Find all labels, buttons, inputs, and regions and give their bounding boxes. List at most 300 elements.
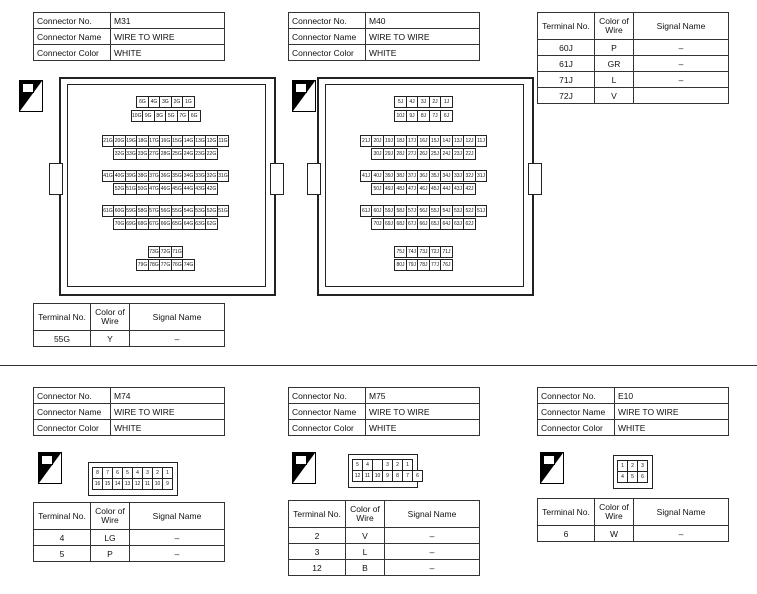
m31-terminal-cell: 55G [171, 205, 184, 217]
label-connector-name: Connector Name [34, 404, 111, 420]
terminal-no: 2 [289, 528, 346, 544]
m31-terminal-cell: 74G [182, 259, 195, 271]
m40-terminal-cell: 66J [417, 218, 430, 230]
connector-icon [543, 455, 555, 465]
terminal-no-header: Terminal No. [538, 499, 595, 526]
m74-name: WIRE TO WIRE [111, 404, 225, 420]
wire-color: GR [595, 56, 634, 72]
signal-name: – [130, 530, 225, 546]
m31-terminal-cell: 53G [194, 205, 207, 217]
signal-name: – [634, 56, 729, 72]
section-divider [0, 365, 757, 366]
m31-terminal-cell: 51G [125, 183, 138, 195]
m31-terminal-cell: 40G [113, 170, 126, 182]
m40-terminal-cell: 75J [394, 246, 407, 258]
signal-name-header: Signal Name [130, 304, 225, 331]
table-row [538, 40, 729, 56]
m40-terminal-cell: 40J [371, 170, 384, 182]
m40-terminal-cell: 71J [440, 246, 453, 258]
wire-color: Y [91, 331, 130, 347]
m31-terminal-cell: 23G [194, 148, 207, 160]
e10-terminal-cell: 4 [617, 471, 628, 483]
m31-terminal-cell: 12G [205, 135, 218, 147]
terminal-no: 60J [538, 40, 595, 56]
m40-terminal-cell: 67J [406, 218, 419, 230]
hs-label: H.S. [27, 103, 41, 110]
m40-terminal-cell: 31J [475, 170, 488, 182]
m40-color: WHITE [366, 45, 480, 61]
wire-color: P [91, 546, 130, 562]
terminal-no-header: Terminal No. [538, 13, 595, 40]
m74-terminal-cell: 4 [132, 467, 143, 479]
m40-terminal-cell: 58J [394, 205, 407, 217]
table-row [34, 331, 225, 347]
m40-terminal-cell: 65J [429, 218, 442, 230]
m40-terminal-cell: 59J [383, 205, 396, 217]
m75-terminal-cell: 4 [362, 459, 373, 471]
m75-terminal-table [288, 500, 480, 576]
m31-terminal-cell: 52G [205, 205, 218, 217]
m31-terminal-cell: 8G [154, 110, 167, 122]
signal-name-header: Signal Name [634, 13, 729, 40]
m31-terminal-cell: 33G [194, 170, 207, 182]
m40-terminal-cell: 5J [394, 96, 407, 108]
signal-name: – [385, 560, 480, 576]
m31-name: WIRE TO WIRE [111, 29, 225, 45]
m31-terminal-cell: 25G [171, 148, 184, 160]
m75-connector-info [288, 387, 480, 436]
m40-terminal-cell: 43J [452, 183, 465, 195]
m31-terminal-cell: 44G [182, 183, 195, 195]
m40-terminal-cell: 7J [429, 110, 442, 122]
m40-terminal-cell: 78J [417, 259, 430, 271]
m40-terminal-cell: 30J [371, 148, 384, 160]
m40-terminal-cell: 48J [394, 183, 407, 195]
m75-terminal-cell: 6 [412, 470, 423, 482]
m31-terminal-cell: 68G [136, 218, 149, 230]
m75-terminal-cell: 11 [362, 470, 373, 482]
m40-left-tab [307, 163, 321, 195]
m75-terminal-cell: 2 [392, 459, 403, 471]
m40-terminal-cell: 55J [429, 205, 442, 217]
m74-terminal-cell: 10 [152, 478, 163, 490]
m31-terminal-cell: 38G [136, 170, 149, 182]
m31-terminal-cell: 1G [182, 96, 195, 108]
label-connector-name: Connector Name [34, 29, 111, 45]
m31-left-tab [49, 163, 63, 195]
e10-name: WIRE TO WIRE [615, 404, 729, 420]
signal-name-header: Signal Name [130, 503, 225, 530]
m31-terminal-cell: 10G [131, 110, 144, 122]
m40-terminal-cell: 27J [406, 148, 419, 160]
m40-terminal-cell: 42J [463, 183, 476, 195]
m31-no: M31 [111, 13, 225, 29]
signal-name: – [385, 544, 480, 560]
table-row [538, 72, 729, 88]
m31-terminal-cell: 63G [194, 218, 207, 230]
signal-name: – [634, 40, 729, 56]
m31-terminal-cell: 36G [159, 170, 172, 182]
m40-terminal-cell: 54J [440, 205, 453, 217]
m40-terminal-cell: 26J [417, 148, 430, 160]
m31-terminal-cell: 51G [217, 205, 230, 217]
m74-terminal-table [33, 502, 225, 562]
m31-terminal-cell: 46G [159, 183, 172, 195]
color-of-wire-header: Color of Wire [595, 499, 634, 526]
e10-terminal-cell: 2 [627, 460, 638, 472]
harness-side-icon [38, 452, 62, 484]
m40-terminal-cell: 29J [383, 148, 396, 160]
m40-terminal-cell: 77J [429, 259, 442, 271]
m40-terminal-cell: 51J [475, 205, 488, 217]
m31-terminal-cell: 71G [171, 246, 184, 258]
terminal-no: 71J [538, 72, 595, 88]
m40-terminal-cell: 22J [463, 148, 476, 160]
table-row [34, 546, 225, 562]
m74-terminal-cell: 3 [142, 467, 153, 479]
table-row [289, 560, 480, 576]
signal-name: – [130, 546, 225, 562]
m40-right-tab [528, 163, 542, 195]
m40-terminal-cell: 62J [463, 218, 476, 230]
m31-terminal-cell: 18G [136, 135, 149, 147]
wire-color: L [595, 72, 634, 88]
m31-terminal-cell: 6G [136, 96, 149, 108]
terminal-no-header: Terminal No. [289, 501, 346, 528]
m40-terminal-cell: 8J [417, 110, 430, 122]
m75-color: WHITE [366, 420, 480, 436]
m31-terminal-cell: 32G [113, 148, 126, 160]
color-of-wire-header: Color of Wire [346, 501, 385, 528]
m31-terminal-cell: 17G [148, 135, 161, 147]
m40-terminal-cell: 33J [452, 170, 465, 182]
e10-terminal-cell: 6 [637, 471, 648, 483]
m40-terminal-cell: 47J [406, 183, 419, 195]
m31-terminal-cell: 59G [125, 205, 138, 217]
color-of-wire-header: Color of Wire [595, 13, 634, 40]
m40-terminal-cell: 21J [360, 135, 373, 147]
m31-terminal-cell: 69G [125, 218, 138, 230]
m31-terminal-cell: 7G [177, 110, 190, 122]
m75-name: WIRE TO WIRE [366, 404, 480, 420]
m40-terminal-cell: 63J [452, 218, 465, 230]
m40-terminal-cell: 69J [383, 218, 396, 230]
m31-terminal-cell: 21G [102, 135, 115, 147]
m31-terminal-cell: 73G [148, 246, 161, 258]
m40-terminal-cell: 52J [463, 205, 476, 217]
m40-no: M40 [366, 13, 480, 29]
label-connector-name: Connector Name [538, 404, 615, 420]
wire-color: V [346, 528, 385, 544]
color-of-wire-header: Color of Wire [91, 304, 130, 331]
m40-terminal-cell: 2J [429, 96, 442, 108]
m40-terminal-cell: 19J [383, 135, 396, 147]
m40-terminal-cell: 17J [406, 135, 419, 147]
m31-terminal-cell: 27G [148, 148, 161, 160]
label-connector-color: Connector Color [538, 420, 615, 436]
m31-terminal-cell: 66G [159, 218, 172, 230]
connector-icon [22, 83, 34, 93]
m74-color: WHITE [111, 420, 225, 436]
m40-terminal-cell: 49J [383, 183, 396, 195]
signal-name: – [130, 331, 225, 347]
m31-terminal-cell: 28G [159, 148, 172, 160]
m74-no: M74 [111, 388, 225, 404]
label-connector-color: Connector Color [34, 45, 111, 61]
harness-side-icon [292, 80, 316, 112]
m31-terminal-cell: 9G [142, 110, 155, 122]
m74-terminal-cell: 2 [152, 467, 163, 479]
harness-side-icon [19, 80, 43, 112]
m31-terminal-cell: 64G [182, 218, 195, 230]
m40-terminal-cell: 4J [406, 96, 419, 108]
m75-no: M75 [366, 388, 480, 404]
m74-terminal-cell: 14 [112, 478, 123, 490]
m40-terminal-cell: 70J [371, 218, 384, 230]
terminal-no: 3 [289, 544, 346, 560]
m74-terminal-cell: 6 [112, 467, 123, 479]
signal-name [634, 88, 729, 104]
harness-side-icon [540, 452, 564, 484]
m31-terminal-cell: 24G [182, 148, 195, 160]
m31-terminal-cell: 43G [194, 183, 207, 195]
m40-terminal-cell: 76J [440, 259, 453, 271]
color-of-wire-header: Color of Wire [91, 503, 130, 530]
m31-terminal-table [33, 303, 225, 347]
m40-terminal-cell: 9J [406, 110, 419, 122]
m31-terminal-cell: 60G [113, 205, 126, 217]
m31-terminal-cell: 54G [182, 205, 195, 217]
e10-color: WHITE [615, 420, 729, 436]
m74-terminal-cell: 8 [92, 467, 103, 479]
m75-terminal-cell: 9 [382, 470, 393, 482]
m31-terminal-cell: 6G [188, 110, 201, 122]
e10-terminal-table [537, 498, 729, 542]
m31-terminal-cell: 11G [217, 135, 230, 147]
m74-terminal-cell: 13 [122, 478, 133, 490]
m31-terminal-cell: 32G [205, 170, 218, 182]
m40-terminal-cell: 68J [394, 218, 407, 230]
m40-terminal-cell: 36J [417, 170, 430, 182]
m40-terminal-cell: 20J [371, 135, 384, 147]
terminal-no: 72J [538, 88, 595, 104]
m31-terminal-cell: 67G [148, 218, 161, 230]
signal-name: – [634, 72, 729, 88]
m31-terminal-cell: 19G [125, 135, 138, 147]
m31-color: WHITE [111, 45, 225, 61]
m40-name: WIRE TO WIRE [366, 29, 480, 45]
m31-terminal-cell: 22G [205, 148, 218, 160]
m31-terminal-cell: 3G [159, 96, 172, 108]
m31-terminal-cell: 65G [171, 218, 184, 230]
label-connector-no: Connector No. [538, 388, 615, 404]
m40-terminal-cell: 25J [429, 148, 442, 160]
wire-color: V [595, 88, 634, 104]
wire-color: B [346, 560, 385, 576]
label-connector-name: Connector Name [289, 404, 366, 420]
terminal-no: 6 [538, 526, 595, 542]
m40-terminal-cell: 46J [417, 183, 430, 195]
m31-connector-info [33, 12, 225, 61]
m40-terminal-cell: 16J [417, 135, 430, 147]
m40-terminal-cell: 14J [440, 135, 453, 147]
m75-terminal-cell: 12 [352, 470, 363, 482]
m74-terminal-cell: 12 [132, 478, 143, 490]
m31-right-tab [270, 163, 284, 195]
hs-label: H.S. [300, 475, 314, 482]
m40-terminal-cell: 1J [440, 96, 453, 108]
wire-color: W [595, 526, 634, 542]
m40-terminal-cell: 74J [406, 246, 419, 258]
m31-terminal-cell: 78G [148, 259, 161, 271]
hs-label: H.S. [46, 475, 60, 482]
m31-terminal-cell: 70G [113, 218, 126, 230]
m31-terminal-cell: 33G [136, 148, 149, 160]
hs-label: H.S. [548, 475, 562, 482]
terminal-no: 4 [34, 530, 91, 546]
m40-connector-info [288, 12, 480, 61]
terminal-no-header: Terminal No. [34, 304, 91, 331]
e10-terminal-cell: 3 [637, 460, 648, 472]
m31-terminal-cell: 72G [159, 246, 172, 258]
m40-terminal-cell: 50J [371, 183, 384, 195]
m40-terminal-cell: 60J [371, 205, 384, 217]
m74-terminal-cell: 5 [122, 467, 133, 479]
label-connector-color: Connector Color [34, 420, 111, 436]
label-connector-no: Connector No. [289, 388, 366, 404]
m31-terminal-cell: 4G [148, 96, 161, 108]
m31-terminal-cell: 16G [159, 135, 172, 147]
m40-terminal-cell: 18J [394, 135, 407, 147]
m74-terminal-cell: 1 [162, 467, 173, 479]
signal-name: – [385, 528, 480, 544]
m40-terminal-cell: 57J [406, 205, 419, 217]
m31-terminal-cell: 77G [159, 259, 172, 271]
terminal-no: 12 [289, 560, 346, 576]
table-row [538, 56, 729, 72]
m31-terminal-cell: 5G [165, 110, 178, 122]
m74-terminal-cell: 9 [162, 478, 173, 490]
e10-no: E10 [615, 388, 729, 404]
table-row [289, 544, 480, 560]
terminal-no: 55G [34, 331, 91, 347]
m31-terminal-cell: 61G [102, 205, 115, 217]
connector-icon [295, 83, 307, 93]
m31-terminal-cell: 33G [125, 148, 138, 160]
m31-terminal-cell: 79G [136, 259, 149, 271]
m74-connector-info [33, 387, 225, 436]
label-connector-color: Connector Color [289, 45, 366, 61]
m40-terminal-cell: 61J [360, 205, 373, 217]
label-connector-name: Connector Name [289, 29, 366, 45]
table-row [538, 526, 729, 542]
m31-terminal-cell: 15G [171, 135, 184, 147]
signal-name-header: Signal Name [385, 501, 480, 528]
m31-terminal-cell: 2G [171, 96, 184, 108]
table-row [34, 530, 225, 546]
connector-icon [41, 455, 53, 465]
m75-terminal-cell: 3 [382, 459, 393, 471]
m40-terminal-cell: 28J [394, 148, 407, 160]
m40-terminal-cell: 6J [440, 110, 453, 122]
m40-terminal-cell: 13J [452, 135, 465, 147]
m74-terminal-cell: 7 [102, 467, 113, 479]
m40-terminal-cell: 79J [406, 259, 419, 271]
signal-name-header: Signal Name [634, 499, 729, 526]
m31-terminal-cell: 35G [171, 170, 184, 182]
m31-terminal-cell: 20G [113, 135, 126, 147]
m31-terminal-cell: 34G [182, 170, 195, 182]
m40-terminal-cell: 10J [394, 110, 407, 122]
m31-terminal-cell: 76G [171, 259, 184, 271]
m40-terminal-cell: 35J [429, 170, 442, 182]
m40-terminal-cell: 23J [452, 148, 465, 160]
m31-terminal-cell: 47G [148, 183, 161, 195]
m74-terminal-cell: 11 [142, 478, 153, 490]
m40-terminal-cell: 73J [417, 246, 430, 258]
m74-terminal-cell: 16 [92, 478, 103, 490]
m75-terminal-cell: 8 [392, 470, 403, 482]
e10-terminal-cell: 5 [627, 471, 638, 483]
m40-terminal-cell: 56J [417, 205, 430, 217]
m40-terminal-cell: 24J [440, 148, 453, 160]
wire-color: LG [91, 530, 130, 546]
m31-terminal-cell: 62G [205, 218, 218, 230]
m31-terminal-cell: 39G [125, 170, 138, 182]
m31-terminal-cell: 50G [136, 183, 149, 195]
m31-terminal-cell: 57G [148, 205, 161, 217]
e10-connector-info [537, 387, 729, 436]
table-row [538, 88, 729, 104]
m40-terminal-cell: 32J [463, 170, 476, 182]
m40-terminal-cell: 64J [440, 218, 453, 230]
table-row [289, 528, 480, 544]
e10-terminal-cell: 1 [617, 460, 628, 472]
m31-terminal-cell: 45G [171, 183, 184, 195]
m31-terminal-cell: 58G [136, 205, 149, 217]
m40-terminal-cell: 37J [406, 170, 419, 182]
m31-terminal-cell: 31G [217, 170, 230, 182]
m40-terminal-cell: 34J [440, 170, 453, 182]
m31-terminal-cell: 52G [113, 183, 126, 195]
harness-side-icon [292, 452, 316, 484]
m31-terminal-cell: 56G [159, 205, 172, 217]
m31-terminal-cell: 37G [148, 170, 161, 182]
label-connector-no: Connector No. [34, 388, 111, 404]
m40-terminal-cell: 39J [383, 170, 396, 182]
m31-terminal-cell: 13G [194, 135, 207, 147]
label-connector-no: Connector No. [289, 13, 366, 29]
wire-color: L [346, 544, 385, 560]
m40-terminal-cell: 72J [429, 246, 442, 258]
m31-terminal-cell: 14G [182, 135, 195, 147]
connector-icon [295, 455, 307, 465]
m74-terminal-cell: 15 [102, 478, 113, 490]
m75-terminal-cell: 1 [402, 459, 413, 471]
terminal-no: 5 [34, 546, 91, 562]
m40-terminal-cell: 44J [440, 183, 453, 195]
m40-terminal-cell: 80J [394, 259, 407, 271]
m40-terminal-cell: 11J [475, 135, 488, 147]
m40-terminal-cell: 3J [417, 96, 430, 108]
label-connector-no: Connector No. [34, 13, 111, 29]
m40-terminal-cell: 45J [429, 183, 442, 195]
m40-terminal-cell: 12J [463, 135, 476, 147]
m40-terminal-cell: 38J [394, 170, 407, 182]
wire-color: P [595, 40, 634, 56]
hs-label: H.S. [300, 103, 314, 110]
m75-terminal-cell: 7 [402, 470, 413, 482]
